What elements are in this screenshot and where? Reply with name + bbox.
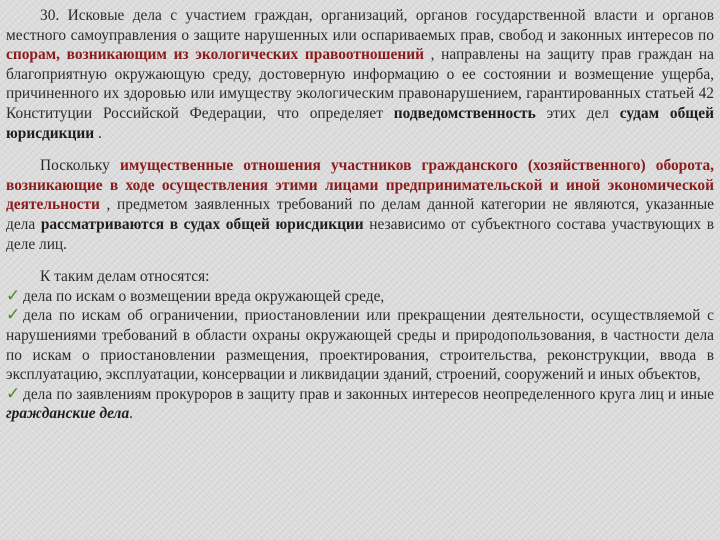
text: этих дел	[535, 104, 620, 122]
paragraph-jurisdiction	[6, 156, 714, 254]
text: .	[129, 405, 134, 423]
emphasis-bold: судам общей юрисдикции	[6, 104, 715, 142]
text: 30. Исковые дела с участием граждан, организаций, органов государственной власти и органов местного самоуправления о защите нарушенных или оспариваемых прав, свобод и законных интересов по	[6, 7, 714, 44]
text: , направлены на защиту прав граждан на благоприятную окружающую среду, достоверную информацию о ее состоянии и возмещение ущерба, причиненного их здоровью или имуществу экологическим правонарушением, гарантированных статьей 42 Конституции Российской Федерации, что определяет	[6, 46, 714, 122]
check-mark-icon: ✓	[6, 285, 21, 306]
emphasis-italic: гражданские дела	[6, 405, 130, 423]
list-item	[6, 306, 714, 384]
check-mark-icon: ✓	[6, 383, 21, 404]
check-mark-icon: ✓	[6, 305, 21, 326]
list-item	[6, 287, 714, 307]
text: дела по заявлениям прокуроров в защиту прав и законных интересов неопределенного круга лиц и иные	[23, 385, 714, 403]
text: дела по искам о возмещении вреда окружающей среде,	[23, 287, 385, 305]
text: независимо от субъектного состава участвующих в деле лиц.	[6, 215, 714, 253]
emphasis-bold: рассматриваются в судах общей юрисдикции	[40, 215, 364, 233]
list-item	[6, 385, 714, 424]
emphasis-bold: подведомственность	[393, 104, 536, 122]
slide-content	[6, 6, 714, 534]
emphasis-red: спорам, возникающим из экологических правоотношений	[6, 46, 424, 64]
paragraph-article-30	[6, 6, 714, 143]
list-intro: К таким делам относятся:	[40, 268, 210, 286]
text: , предметом заявленных требований по делам данной категории не являются, указанные дела	[6, 196, 714, 233]
text: дела по искам об ограничении, приостановлении или прекращении деятельности, осуществляемой с нарушениями требований в области охраны окружающей среды и природопользования, в частности дела по искам о приостановлении размещения, проектирования, строительства, реконструкции, ввода в эксплуатацию, эксплуатации, консервации и ликвидации зданий, строений, сооружений и иных объектов,	[6, 307, 714, 384]
emphasis-red: имущественные отношения участников гражданского (хозяйственного) оборота, возникающие в ходе осуществления этими лицами предпринимательской и иной экономической деятельности	[6, 157, 714, 214]
text: .	[94, 124, 102, 142]
text: Поскольку	[40, 157, 120, 175]
